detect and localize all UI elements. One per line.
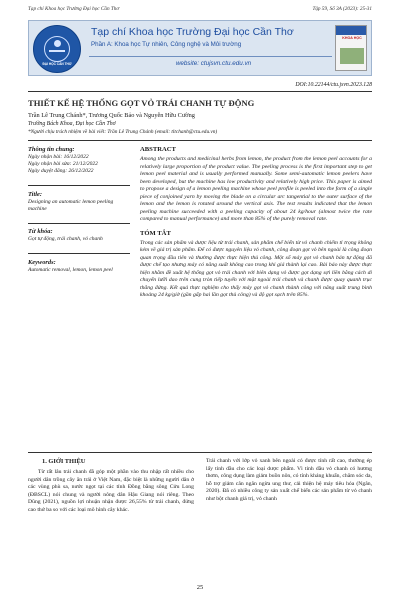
- body-column-left: [28, 458, 194, 515]
- doi: DOI:10.22144/ctu.jsvn.2023.128: [295, 82, 372, 88]
- meta-rule: [28, 140, 372, 141]
- body-rule: [28, 452, 372, 453]
- tomtat-heading: TÓM TẮT: [140, 229, 171, 237]
- journal-title: Tạp chí Khoa học Trường Đại học Cần Thơ: [91, 26, 294, 38]
- intro-paragraph-2: Trái chanh với lớp vỏ xanh bên ngoài có được tính rất cao, thường ép lấy tinh dầu cho các loại dược phẩm. Vì tinh dầu vỏ chanh có hương thơm, công dụng làm giảm buồn nôn, có tính kháng khuẩn, chăm sóc da, hỗ trợ giảm cân ngăn ngừa ung thư, cải thiện hệ máy tiêu hóa (Ngân, 2020). Đã có nhiều công ty sản xuất chế biến các sản phẩm từ vỏ chanh như bột chanh giá trị, vỏ chanh: [206, 458, 372, 502]
- running-head-journal: Tạp chí Khoa học Trường Đại học Cần Thơ: [28, 6, 120, 12]
- cover-image: [340, 48, 364, 64]
- banner-divider: [89, 56, 332, 57]
- intro-heading: 1. GIỚI THIỆU: [42, 458, 86, 465]
- keywords-list: Automatic removal, lemon, lemon peel: [28, 266, 113, 273]
- tomtat-text: Trong các sản phẩm và dược liệu từ trái chanh, sản phẩm chế biến từ vỏ chanh chiếm tỉ trọng không kém về giá trị sản phẩm. Để có được nguyên liệu vỏ chanh, công đoạn gọt vỏ bên ngoài là công đoạn quan trọng đầu tiên và thường được thực hiện thủ công. Một số máy gọt vỏ chanh bán tự động đã được chế tạo nhưng máy có năng suất không cao trong khi giá thành lại cao. Bài báo này được thực hiện nhằm đề xuất hệ thống gọt vỏ trái chanh với biên dạng vỏ được gọt dạng sợi liền bằng cách di chuyển lưỡi dao trên cung tròn tiếp tuyến với mặt ngoài trái chanh và chanh được quay quanh trục thẳng đứng. Kết quả thực nghiệm cho thấy máy gọt vỏ chanh thành công với năng suất trung bình khoảng 24 kg/giờ (gần gấp hai lần gọt thủ công) và độ gọt sạch trên 85%.: [140, 239, 372, 298]
- abstract-column: [140, 146, 372, 300]
- journal-website: website: ctujsvn.ctu.edu.vn: [175, 60, 252, 67]
- running-head-volume: Tập 59, Số 3A (2023): 25-31: [312, 6, 372, 12]
- article-title: THIẾT KẾ HỆ THỐNG GỌT VỎ TRÁI CHANH TỰ ĐỘNG: [28, 98, 255, 108]
- info-heading: Thông tin chung:: [28, 146, 75, 153]
- tukhoa-list: Gọt tự động, trái chanh, vỏ chanh: [28, 236, 103, 243]
- date-revised: Ngày nhận bài sửa: 21/12/2022: [28, 161, 98, 167]
- body-column-right: [206, 458, 372, 504]
- header-rule: [28, 91, 372, 92]
- corresponding-author: *Người chịu trách nhiệm về bài viết: Trần Lê Trung Chánh (email: tltchanh@ctu.edu.vn): [28, 129, 218, 135]
- tukhoa-heading: Từ khóa:: [28, 228, 53, 236]
- date-accepted: Ngày duyệt đăng: 26/12/2022: [28, 168, 94, 174]
- journal-cover-thumbnail: [335, 25, 367, 71]
- page-number: 25: [196, 584, 204, 591]
- english-title: Designing an automatic lemon peeling machine: [28, 198, 114, 212]
- title-heading: Title:: [28, 190, 42, 198]
- keywords-heading: Keywords:: [28, 258, 56, 266]
- running-head: [28, 6, 372, 12]
- university-logo-icon: [33, 25, 81, 73]
- date-received: Ngày nhận bài: 16/12/2022: [28, 154, 89, 160]
- abstract-text: Among the products and medicinal herbs from lemon, the product from the lemon peel accounts for a relatively large proportion of the product value. The peeling process is the first important step to get lemon peel material and is usually performed manually. Some semi-automatic lemon peelers have been developed, but the machine has low productivity and relatively high price. This paper is aimed to propose a design of a lemon peeling machine whose peel profile is peeled into the form of a single piece of conjoined yarn by moving the blade on a circular arc tangential to the outer surface of the lemon and the lemon is rotated around the vertical axis. The test results indicated that the lemon peeling machine succeeded with a peeling capacity of about 24 kg/hour (almost twice the rate compared to manual performance) and more than 85% of the purely removal rate.: [140, 156, 372, 222]
- abstract-heading: ABSTRACT: [140, 146, 176, 153]
- journal-section: Phần A: Khoa học Tự nhiên, Công nghệ và Môi trường: [91, 41, 242, 48]
- logo-text: ĐẠI HỌC CẦN THƠ: [42, 62, 72, 66]
- cover-title: KHOA HỌC: [342, 36, 362, 40]
- article-info-column: [28, 146, 130, 284]
- journal-banner: [28, 20, 372, 76]
- authors: Trần Lê Trung Chánh*, Trương Quốc Bảo và Nguyễn Hữu Cường: [28, 112, 195, 119]
- affiliation: Trường Bách Khoa, Đại học Cần Thơ: [28, 121, 116, 127]
- intro-paragraph-1: Từ rất lâu trái chanh đã góp một phần vào thu nhập rất nhiều cho người dân trồng cây ăn trái ở Việt Nam, đặc biệt là những người dân ở các vùng phù sa, nước ngọt tại các tỉnh Đồng bằng sông Cửu Long (ĐBSCL) nói chung và người nông dân Hậu Giang nói riêng. Theo Dũng (2021), nguồn lợi nhuận nhận được 26,55% từ trái chanh, đứng cao thứ ba so với các loại mô hình cây khác.: [28, 469, 194, 513]
